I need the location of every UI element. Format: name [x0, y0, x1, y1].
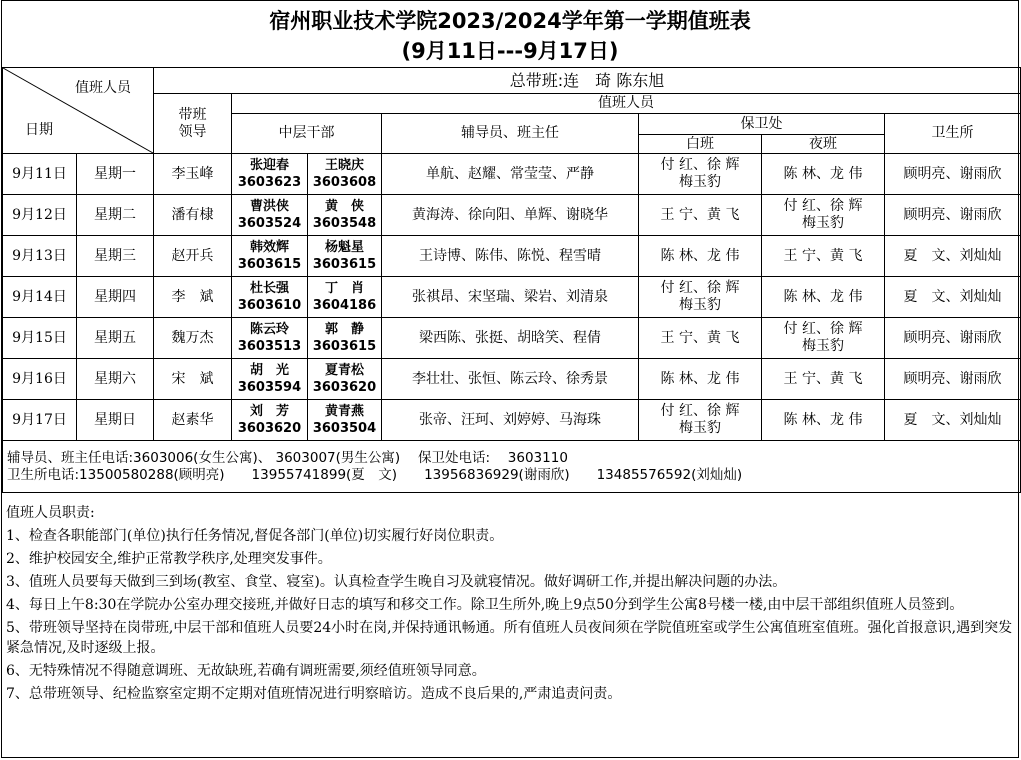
duty-item-7: 7、总带班领导、纪检监察室定期不定期对值班情况进行明察暗访。造成不良后果的,严肃追责问责。: [6, 686, 622, 702]
cadre1-name: 张迎春: [249, 158, 289, 173]
night-shift-line2: 梅玉豹: [802, 215, 844, 231]
cadre2-cell: [308, 195, 382, 236]
night-shift-line1: 陈 林、龙 伟: [783, 165, 863, 182]
leader-cell: 赵素华: [154, 400, 232, 441]
weekday-cell: 星期六: [77, 359, 154, 400]
cadre1-cell: [232, 195, 308, 236]
table-row: [3, 195, 1021, 236]
cadre1-name: 陈云玲: [249, 322, 289, 337]
clinic-cell: 顾明亮、谢雨欣: [885, 154, 1021, 195]
table-row: [3, 359, 1021, 400]
night-shift-header: 夜班: [762, 135, 885, 154]
cadre1-phone: 3603594: [237, 380, 302, 395]
clinic-cell: 顾明亮、谢雨欣: [885, 195, 1021, 236]
cadre2-name: 夏青松: [324, 363, 364, 378]
day-shift-line1: 王 宁、黄 飞: [660, 329, 740, 346]
day-shift-cell: [639, 359, 762, 400]
counselor-cell: 梁西陈、张挺、胡晗笑、程倩: [382, 318, 639, 359]
roster-title: 宿州职业技术学院2023/2024学年第一学期值班表: [269, 9, 751, 33]
roster-date-range: (9月11日---9月17日): [401, 39, 619, 63]
cadre1-name: 刘 芳: [249, 404, 289, 419]
middle-cadre-header: 中层干部: [232, 114, 382, 154]
cadre1-phone: 3603623: [237, 175, 302, 190]
day-shift-line1: 付 红、徐 辉: [660, 403, 740, 419]
clinic-phones: 卫生所电话:13500580288(顾明亮) 13955741899(夏 文) 13956836929(谢雨欣) 13485576592(刘灿灿): [7, 466, 743, 483]
cadre2-name: 黄青燕: [324, 404, 364, 419]
night-shift-cell: [762, 359, 885, 400]
night-shift-cell: [762, 195, 885, 236]
day-shift-cell: [639, 400, 762, 441]
security-header: 保卫处: [639, 114, 885, 135]
duty-table: [2, 67, 1021, 493]
cadre2-phone: 3603548: [312, 216, 377, 231]
day-shift-header: 白班: [639, 135, 762, 154]
cadre1-phone: 3603513: [237, 339, 302, 354]
day-shift-cell: [639, 195, 762, 236]
night-shift-line1: 王 宁、黄 飞: [783, 370, 863, 387]
cadre2-cell: [308, 154, 382, 195]
leader-header-text: 带班领导: [178, 106, 207, 140]
night-shift-line2: 梅玉豹: [802, 338, 844, 354]
counselor-cell: 单航、赵耀、常莹莹、严静: [382, 154, 639, 195]
weekday-cell: 星期日: [77, 400, 154, 441]
day-shift-line1: 王 宁、黄 飞: [660, 206, 740, 223]
table-row: [3, 400, 1021, 441]
night-shift-cell: [762, 154, 885, 195]
date-cell: 9月11日: [3, 154, 77, 195]
clinic-cell: 顾明亮、谢雨欣: [885, 318, 1021, 359]
table-row: [3, 236, 1021, 277]
day-shift-line1: 陈 林、龙 伟: [660, 247, 740, 264]
weekday-cell: 星期三: [77, 236, 154, 277]
cadre1-name: 韩效辉: [249, 240, 289, 255]
cadre1-name: 杜长强: [249, 281, 289, 296]
cadre1-cell: [232, 359, 308, 400]
duty-item-2: 2、维护校园安全,维护正常教学秩序,处理突发事件。: [6, 551, 332, 567]
cadre2-cell: [308, 236, 382, 277]
cadre2-phone: 3603608: [312, 175, 377, 190]
contacts-cell: [3, 441, 1021, 493]
cadre2-phone: 3603504: [312, 421, 377, 436]
cadre2-name: 杨魁星: [324, 240, 364, 255]
cadre2-phone: 3603620: [312, 380, 377, 395]
general-leader-header: 总带班:连 琦 陈东旭: [154, 68, 1021, 94]
duty-item-1: 1、检查各职能部门(单位)执行任务情况,督促各部门(单位)切实履行好岗位职责。: [6, 528, 504, 544]
cadre1-cell: [232, 236, 308, 277]
cadre1-cell: [232, 154, 308, 195]
day-shift-line1: 付 红、徐 辉: [660, 280, 740, 296]
day-shift-cell: [639, 277, 762, 318]
night-shift-cell: [762, 277, 885, 318]
cadre2-name: 丁 肖: [324, 281, 364, 296]
date-cell: 9月14日: [3, 277, 77, 318]
cadre2-name: 黄 侠: [324, 199, 364, 214]
counselor-cell: 王诗博、陈伟、陈悦、程雪晴: [382, 236, 639, 277]
leader-column-header: [154, 94, 232, 154]
clinic-cell: 夏 文、刘灿灿: [885, 277, 1021, 318]
cadre1-name: 曹洪侠: [249, 199, 289, 214]
leader-cell: 潘有棣: [154, 195, 232, 236]
cadre1-cell: [232, 400, 308, 441]
cadre2-cell: [308, 400, 382, 441]
leader-cell: 李 斌: [154, 277, 232, 318]
day-shift-line2: 梅玉豹: [679, 174, 721, 190]
table-row: [3, 154, 1021, 195]
duty-responsibilities: [2, 502, 1020, 706]
date-cell: 9月17日: [3, 400, 77, 441]
cadre1-phone: 3603615: [237, 257, 302, 272]
day-shift-cell: [639, 318, 762, 359]
counselor-header: 辅导员、班主任: [382, 114, 639, 154]
counselor-security-phones: 辅导员、班主任电话:3603006(女生公寓)、 3603007(男生公寓) 保卫处电话: 3603110: [7, 449, 568, 466]
cadre1-name: 胡 光: [249, 363, 289, 378]
counselor-cell: 张帝、汪珂、刘婷婷、马海珠: [382, 400, 639, 441]
cadre2-cell: [308, 277, 382, 318]
duty-item-5: 5、带班领导坚持在岗带班,中层干部和值班人员要24小时在岗,并保持通讯畅通。所有值班人员夜间须在学院值班室或学生公寓值班室值班。强化首报意识,遇到突发紧急情况,及时逐级上报。: [6, 620, 1013, 656]
table-row: [3, 277, 1021, 318]
cadre1-cell: [232, 318, 308, 359]
night-shift-line1: 陈 林、龙 伟: [783, 411, 863, 428]
clinic-cell: 夏 文、刘灿灿: [885, 400, 1021, 441]
clinic-cell: 顾明亮、谢雨欣: [885, 359, 1021, 400]
cadre1-phone: 3603610: [237, 298, 302, 313]
date-cell: 9月15日: [3, 318, 77, 359]
counselor-cell: 李壮壮、张恒、陈云玲、徐秀景: [382, 359, 639, 400]
date-cell: 9月13日: [3, 236, 77, 277]
cadre2-phone: 3603615: [312, 257, 377, 272]
weekday-cell: 星期五: [77, 318, 154, 359]
cadre1-phone: 3603524: [237, 216, 302, 231]
weekday-cell: 星期四: [77, 277, 154, 318]
cadre1-phone: 3603620: [237, 421, 302, 436]
day-shift-line1: 付 红、徐 辉: [660, 157, 740, 173]
duty-staff-header: 值班人员: [232, 94, 1021, 114]
weekday-cell: 星期二: [77, 195, 154, 236]
corner-header-cell: [3, 68, 154, 154]
cadre2-cell: [308, 359, 382, 400]
weekday-cell: 星期一: [77, 154, 154, 195]
clinic-cell: 夏 文、刘灿灿: [885, 236, 1021, 277]
corner-label-staff: 值班人员: [75, 80, 131, 96]
night-shift-line1: 付 红、徐 辉: [783, 321, 863, 337]
night-shift-cell: [762, 318, 885, 359]
leader-cell: 魏万杰: [154, 318, 232, 359]
cadre2-phone: 3604186: [312, 298, 377, 313]
night-shift-line1: 陈 林、龙 伟: [783, 288, 863, 305]
date-cell: 9月16日: [3, 359, 77, 400]
corner-label-date: 日期: [25, 122, 53, 138]
night-shift-line1: 付 红、徐 辉: [783, 198, 863, 214]
cadre2-phone: 3603615: [312, 339, 377, 354]
cadre2-name: 王晓庆: [324, 158, 364, 173]
duty-item-3: 3、值班人员要每天做到三到场(教室、食堂、寝室)。认真检查学生晚自习及就寝情况。做好调研工作,并提出解决问题的办法。: [6, 574, 787, 590]
leader-cell: 宋 斌: [154, 359, 232, 400]
day-shift-line2: 梅玉豹: [679, 420, 721, 436]
night-shift-line1: 王 宁、黄 飞: [783, 247, 863, 264]
day-shift-cell: [639, 236, 762, 277]
leader-cell: 李玉峰: [154, 154, 232, 195]
day-shift-line2: 梅玉豹: [679, 297, 721, 313]
date-cell: 9月12日: [3, 195, 77, 236]
counselor-cell: 张祺昂、宋坚瑞、梁岩、刘清泉: [382, 277, 639, 318]
table-row: [3, 318, 1021, 359]
clinic-header: 卫生所: [885, 114, 1021, 154]
counselor-cell: 黄海涛、徐向阳、单辉、谢晓华: [382, 195, 639, 236]
duty-item-4: 4、每日上午8:30在学院办公室办理交接班,并做好日志的填写和移交工作。除卫生所外,晚上9点50分到学生公寓8号楼一楼,由中层干部组织值班人员签到。: [6, 597, 964, 613]
leader-cell: 赵开兵: [154, 236, 232, 277]
night-shift-cell: [762, 236, 885, 277]
duty-item-6: 6、无特殊情况不得随意调班、无故缺班,若确有调班需要,须经值班领导同意。: [6, 663, 486, 679]
duty-roster-sheet: [1, 0, 1019, 758]
day-shift-cell: [639, 154, 762, 195]
night-shift-cell: [762, 400, 885, 441]
day-shift-line1: 陈 林、龙 伟: [660, 370, 740, 387]
duties-heading: 值班人员职责:: [6, 505, 95, 521]
cadre2-cell: [308, 318, 382, 359]
cadre2-name: 郭 静: [324, 322, 364, 337]
cadre1-cell: [232, 277, 308, 318]
